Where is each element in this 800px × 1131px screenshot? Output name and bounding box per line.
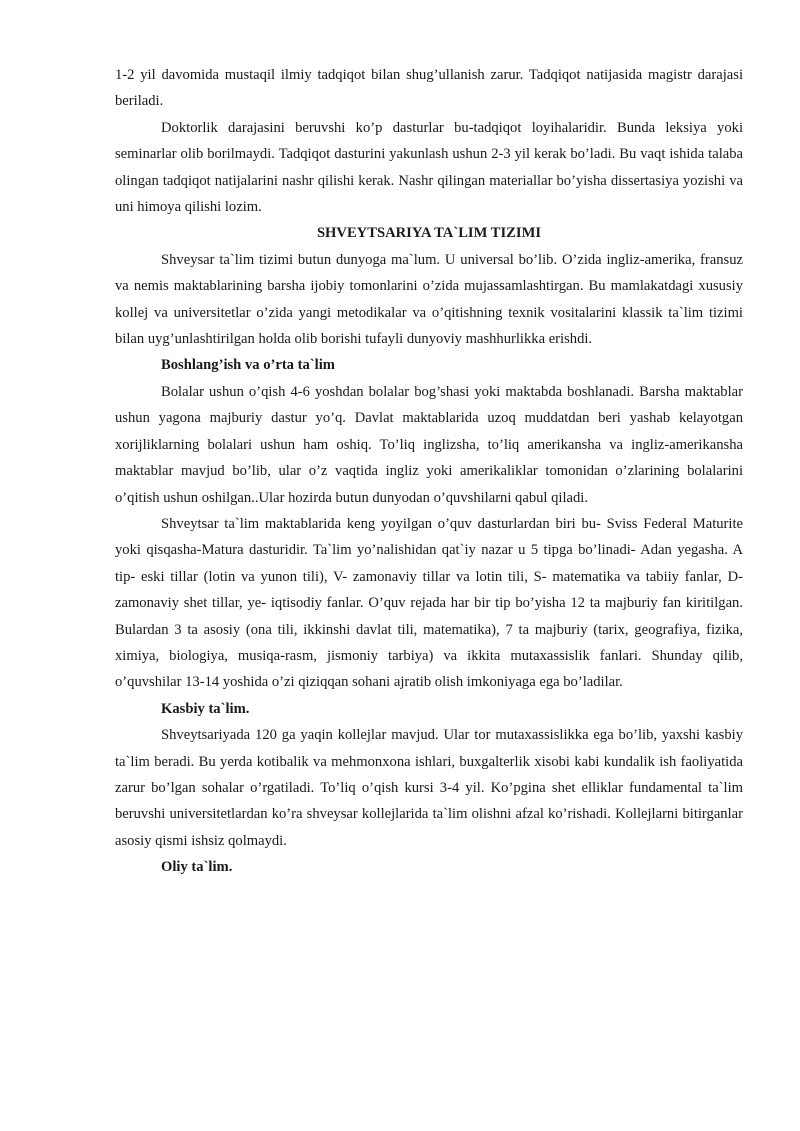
paragraph-bolalar: Bolalar ushun o’qish 4-6 yoshdan bolalar bog’shasi yoki maktabda boshlanadi. Barsha maktablar ushun yagona majburiy dastur yo’q. Davlat maktablarida uzoq muddatdan beri yashab kelayotgan xorijliklarning bolalari ushun ham oshiq. To’liq inglizsha, to’liq amerikansha va ingliz-amerikansha maktablar mavjud bo’lib, ular o’z vaqtida ingliz yoki amerikaliklar tomonidan o’zlarining bolalarini o’qitish ushun oshilgan..Ular hozirda butun dunyodan o’quvshilarni qabul qiladi. [115,383,743,506]
subheading-oliy: Oliy ta`lim. [161,859,233,876]
subheading-kasbiy: Kasbiy ta`lim. [161,700,250,717]
paragraph-shveysar-intro: Shveysar ta`lim tizimi butun dunyoga ma`lum. U universal bo’lib. O’zida ingliz-amerika, fransuz va nemis maktablarining barsha ijobiy tomonlarini o’zida mujassamlashtirgan. Bu mamlakatdagi xususiy kollej va universitetlar o’zida yangi metodikalar va o’qitishning texnik vositalarini klassik ta`lim tizimi bilan uyg’unlashtirilgan holda olib borishi tufayli dunyoviy mashhurlikka erishdi. [115,251,743,348]
section-heading: SHVEYTSARIYA TA`LIM TIZIMI [316,225,542,242]
subheading-boshlangish: Boshlang’ish va o’rta ta`lim [161,357,335,374]
paragraph-matura: Shveytsar ta`lim maktablarida keng yoyilgan o’quv dasturlardan biri bu- Sviss Federal Maturite yoki qisqasha-Matura dasturidir. Ta`lim yo’nalishidan qat`iy nazar u 5 tipga bo’linadi- Adan yegasha. A tip- eski tillar (lotin va yunon tili), V- zamonaviy tillar va lotin tili, S- matematika va tabiiy fanlar, D- zamonaviy shet tillar, ye- iqtisodiy fanlar. O’quv rejada har bir tip bo’yisha 12 ta majburiy fan kiritilgan. Bulardan 3 ta asosiy (ona tili, ikkinshi davlat tili, matematika), 7 ta majburiy (tarix, geografiya, fizika, ximiya, biologiya, musiqa-rasm, jismoniy tarbiya) va ikkita mutaxassislik fanlari. Shunday qilib, o’quvshilar 13-14 yoshida o’zi qiziqqan sohani ajratib olish imkoniyaga ega bo’ladilar. [115,515,743,691]
paragraph-doktorlik: Doktorlik darajasini beruvshi ko’p dasturlar bu-tadqiqot loyihalaridir. Bunda leksiya yoki seminarlar olib borilmaydi. Tadqiqot dasturini yakunlash ushun 2-3 yil kerak bo’ladi. Bu vaqt ishida talaba olingan tadqiqot natijalarini nashr qilishi kerak. Nashr qilingan materiallar bo’yisha dissertasiya yozishi va uni himoya qilishi lozim. [115,119,743,216]
paragraph-magistr: 1-2 yil davomida mustaqil ilmiy tadqiqot bilan shug’ullanish zarur. Tadqiqot natijasida magistr darajasi beriladi. [115,67,743,110]
paragraph-kollejlar: Shveytsariyada 120 ga yaqin kollejlar mavjud. Ular tor mutaxassislikka ega bo’lib, yaxshi kasbiy ta`lim beradi. Bu yerda kotibalik va mehmonxona ishlari, buxgalterlik xisobi kabi kundalik ish faoliyatida zarur bo’lgan sohalar o’rgatiladi. To’liq o’qish kursi 3-4 yil. Ko’pgina shet elliklar fundamental ta`lim beruvshi universitetlardan ko’ra shveysar kollejlarida ta`lim olishni afzal ko’rishadi. Kollejlarni bitirganlar asosiy qismi ishsiz qolmaydi. [115,727,743,849]
document-page [115,62,743,881]
